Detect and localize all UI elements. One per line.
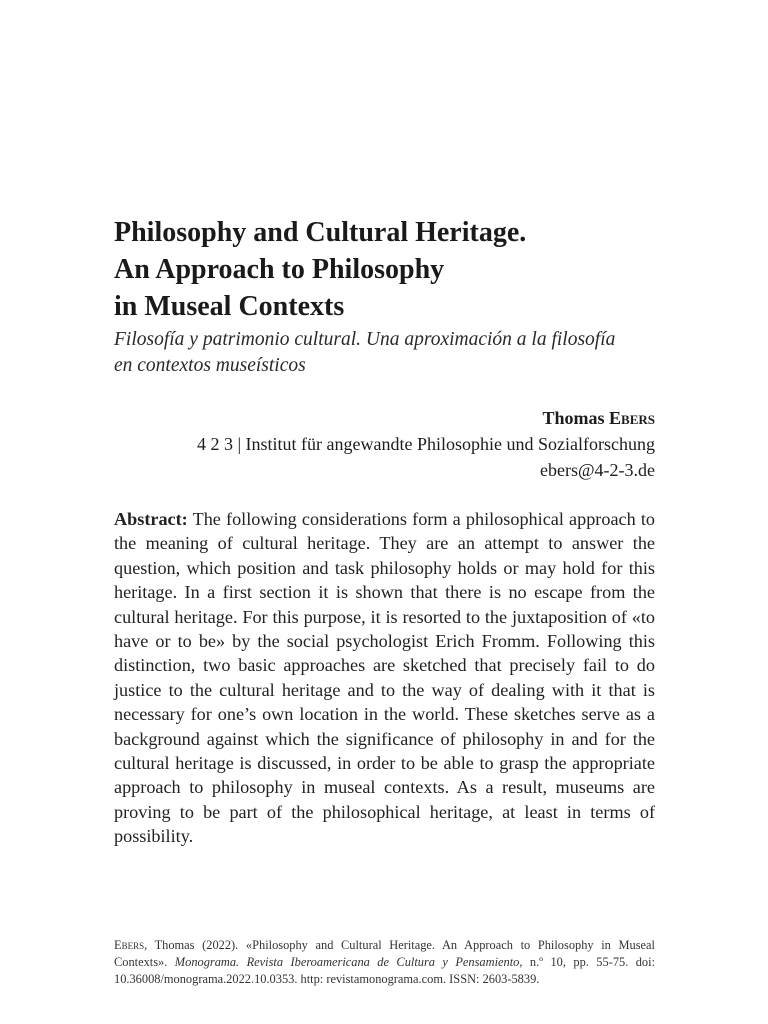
author-block	[114, 405, 655, 483]
citation-footer	[114, 937, 655, 988]
article-subtitle	[114, 327, 655, 379]
subtitle-line-2: en contextos museísticos	[114, 355, 306, 376]
abstract	[114, 507, 655, 849]
title-line-1: Philosophy and Cultural Heritage.	[114, 217, 527, 248]
author-last-name: Ebers	[609, 408, 655, 428]
article-first-page	[114, 0, 655, 1024]
abstract-text: The following considerations form a philosophical approach to the meaning of cultural heritage. They are an attempt to answer the question, which position and task philosophy holds or may hold for this heritage. In a first section it is shown that there is no escape from the cultural heritage. For this purpose, it is resorted to the juxtaposition of «to have or to be» by the social psychologist Erich Fromm. Following this distinction, two basic approaches are sketched that precisely fail to do justice to the cultural heritage and to the way of dealing with it that is necessary for one’s own location in the world. These sketches serve as a background against which the significance of philosophy in and for the cultural heritage is discussed, in order to be able to grasp the appropriate approach to philosophy in museal contexts. As a result, museums are proving to be part of the philosophical heritage, at least in terms of possibility.	[114, 509, 656, 847]
abstract-label: Abstract:	[114, 509, 188, 529]
citation-part-2: , n.º 10, pp. 55-75. doi: 10.36008/monograma.2022.10.0353. http: revistamonograma.com. ISSN: 2603-5839.	[114, 955, 656, 986]
author-affiliation: 4 2 3 | Institut für angewandte Philosophie und Sozialforschung	[196, 434, 655, 454]
author-email: ebers@4-2-3.de	[539, 460, 655, 480]
subtitle-line-1: Filosofía y patrimonio cultural. Una aproximación a la filosofía	[114, 329, 616, 350]
title-line-3: in Museal Contexts	[114, 291, 345, 322]
article-title	[114, 214, 655, 325]
title-line-2: An Approach to Philosophy	[114, 254, 445, 285]
author-name	[114, 405, 655, 431]
citation-author: Ebers	[114, 938, 145, 952]
citation-journal: Monograma. Revista Iberoamericana de Cultura y Pensamiento	[174, 955, 520, 969]
author-first-name: Thomas	[542, 408, 605, 428]
citation-part-1: , Thomas (2022). «Philosophy and Cultural Heritage. An Approach to Philosophy in Museal Contexts».	[114, 938, 655, 969]
